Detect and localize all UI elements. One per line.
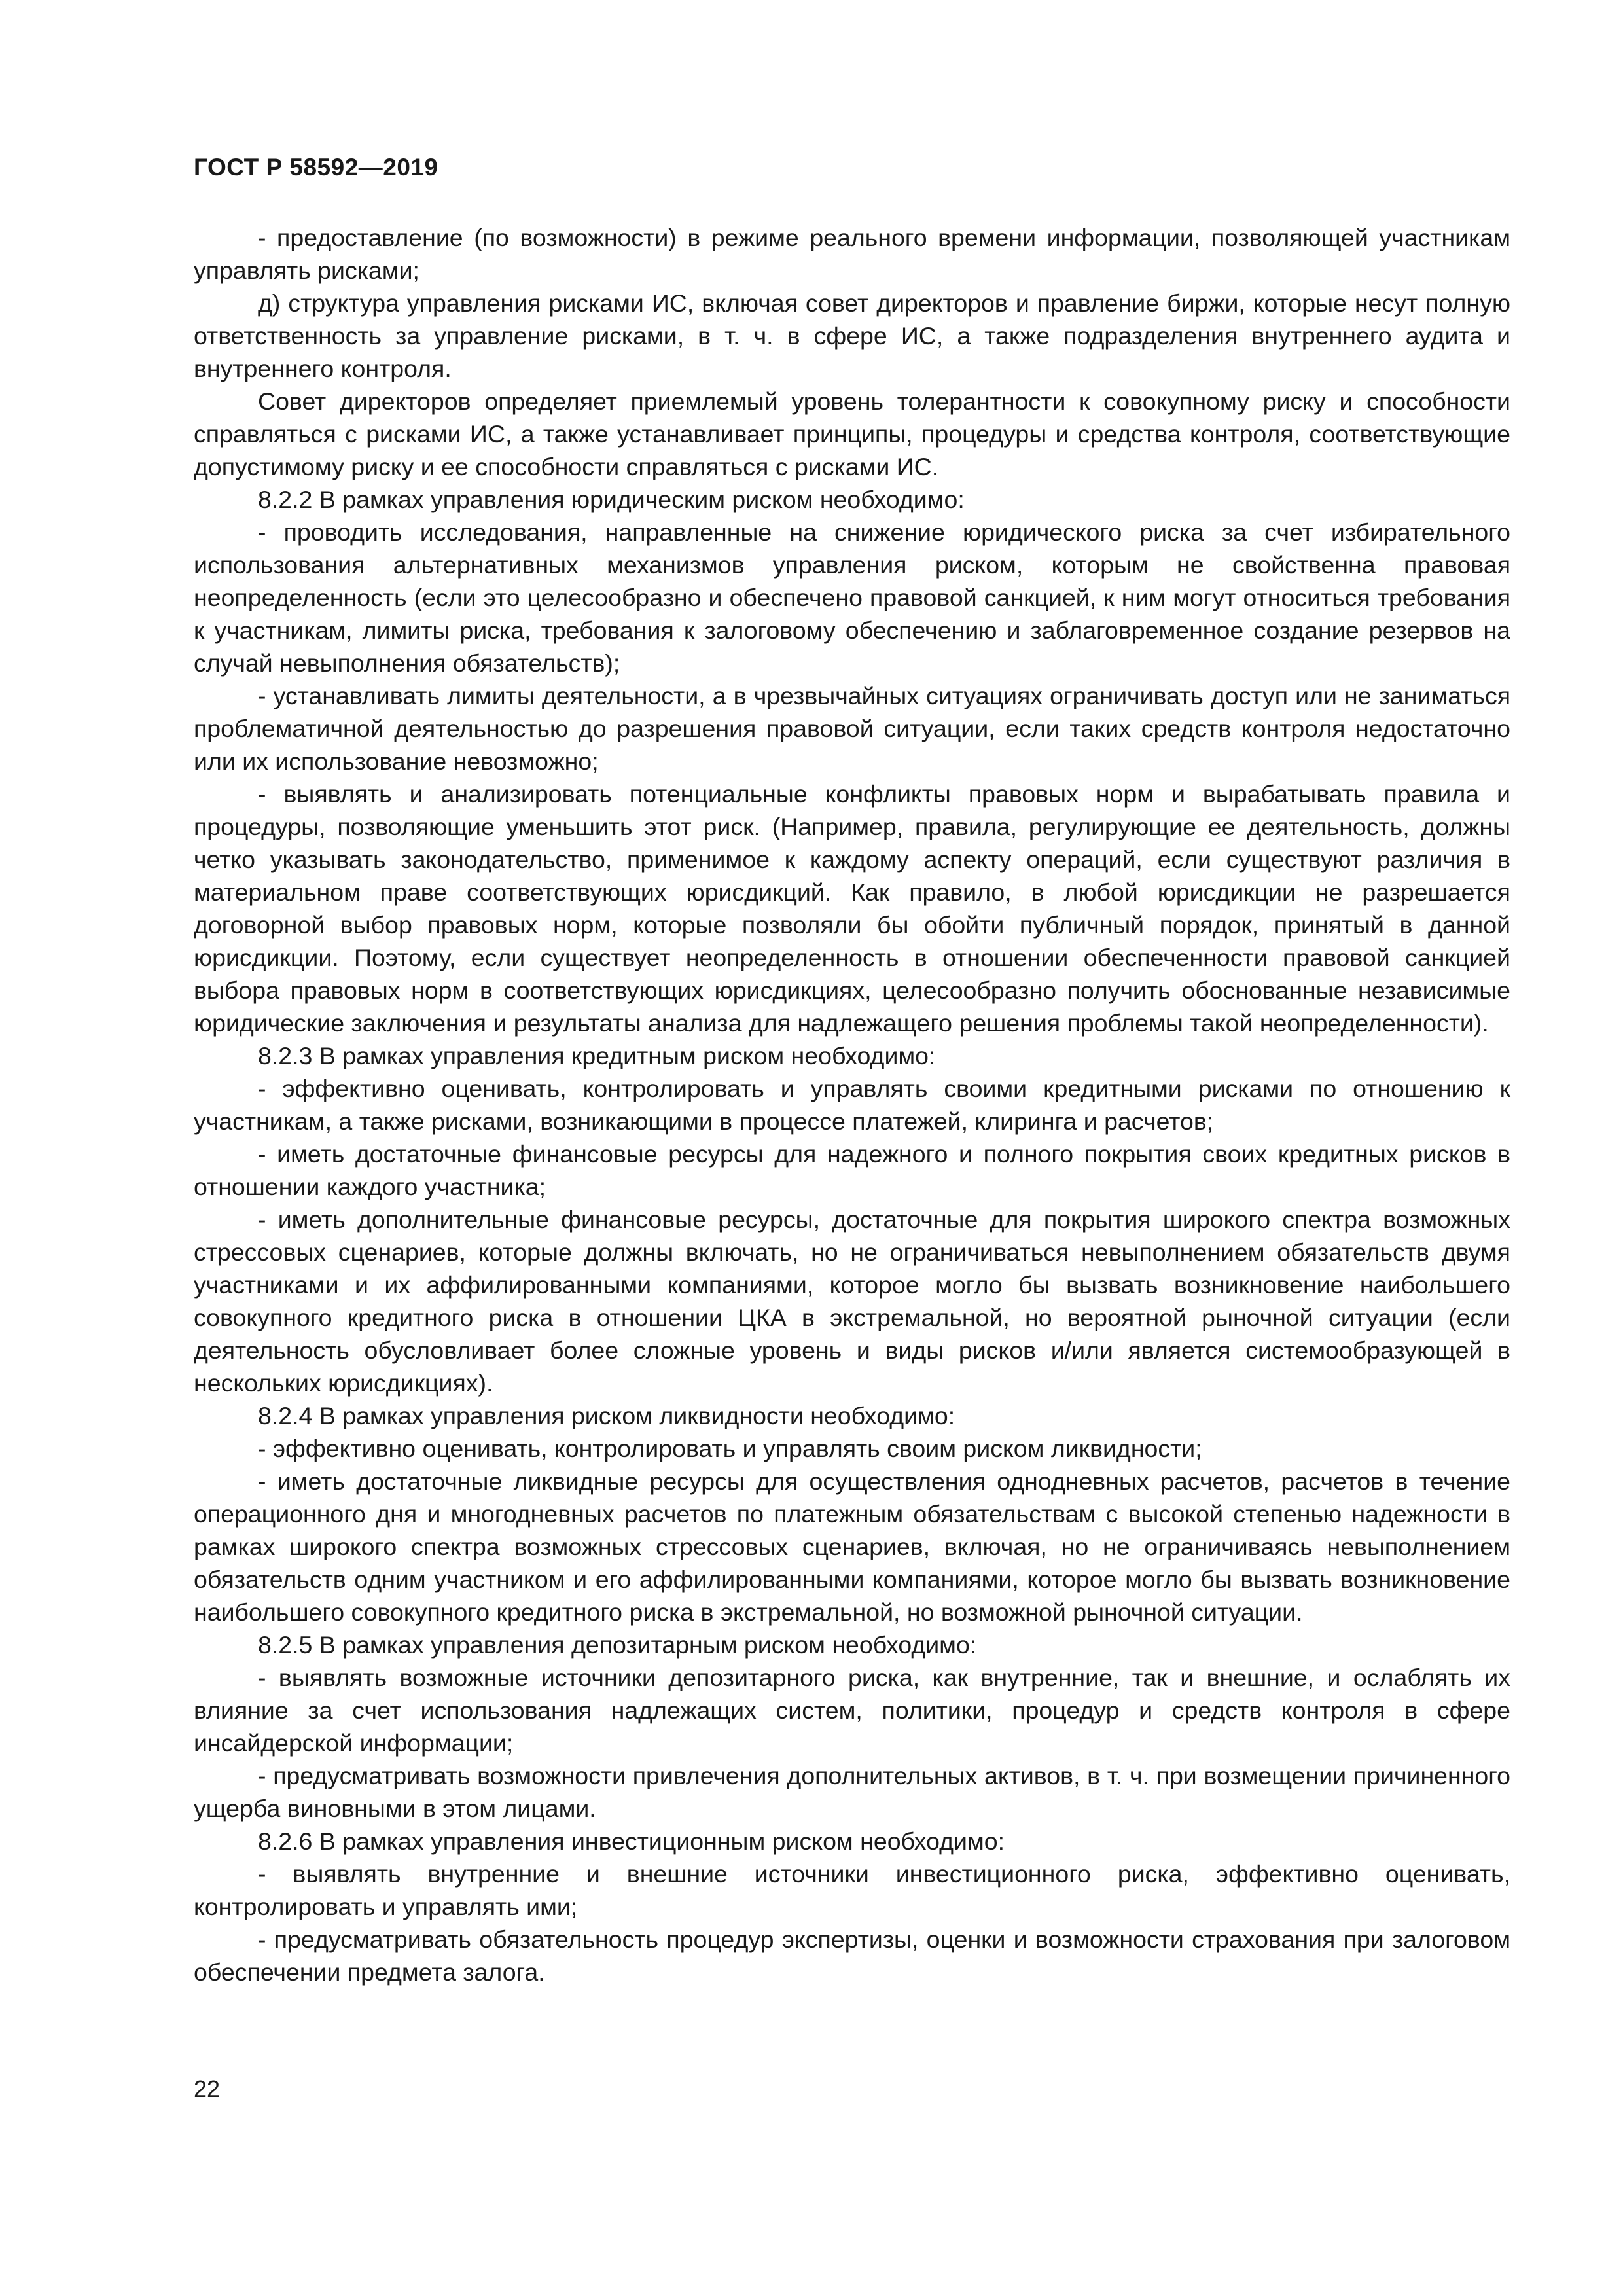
paragraph: - проводить исследования, направленные на снижение юридического риска за счет избирательного использования альтернативных механизмов управления риском, которым не свойственна правовая неопределенность (если это целесообразно и обеспечено правовой санкцией, к ним могут относиться требования к участникам, лимиты риска, требования к залоговому обеспечению и заблаговременное создание резервов на случай невыполнения обязательств); (194, 518, 1510, 677)
paragraph: д) структура управления рисками ИС, включая совет директоров и правление биржи, которые несут полную ответственность за управление рисками, в т. ч. в сфере ИС, а также подразделения внутреннего аудита и внутреннего контроля. (194, 289, 1510, 382)
section-heading-8-2-4: 8.2.4 В рамках управления риском ликвидности необходимо: (258, 1402, 955, 1429)
document-header: ГОСТ Р 58592—2019 (194, 154, 438, 181)
paragraph: - выявлять возможные источники депозитарного риска, как внутренние, так и внешние, и ослаблять их влияние за счет использования надлежащих систем, политики, процедур и средств контроля в сфере инсайдерской информации; (194, 1664, 1510, 1757)
paragraph: - выявлять и анализировать потенциальные конфликты правовых норм и вырабатывать правила и процедуры, позволяющие уменьшить этот риск. (Например, правила, регулирующие ее деятельность, должны четко указывать законодательство, применимое к каждому аспекту операций, если существуют различия в материальном праве соответствующих юрисдикций. Как правило, в любой юрисдикции не разрешается договорной выбор правовых норм, которые позволяли бы обойти публичный порядок, принятый в данной юрисдикции. Поэтому, если существует неопределенность в отношении обеспеченности правовой санкцией выбора правовых норм в соответствующих юрисдикциях, целесообразно получить обоснованные независимые юридические заключения и результаты анализа для надлежащего решения проблемы такой неопределенности). (194, 780, 1510, 1037)
paragraph: - предоставление (по возможности) в режиме реального времени информации, позволяющей участникам управлять рисками; (194, 224, 1510, 284)
paragraph: - иметь достаточные ликвидные ресурсы для осуществления однодневных расчетов, расчетов в течение операционного дня и многодневных расчетов по платежным обязательствам с высокой степенью надежности в рамках широкого спектра возможных стрессовых сценариев, включая, но не ограничиваясь невыполнением обязательств одним участником и его аффилированными компаниями, которое могло бы вызвать возникновение наибольшего совокупного кредитного риска в экстремальной, но возможной рыночной ситуации. (194, 1467, 1510, 1626)
paragraph: - устанавливать лимиты деятельности, а в чрезвычайных ситуациях ограничивать доступ или не заниматься проблематичной деятельностью до разрешения правовой ситуации, если таких средств контроля недостаточно или их использование невозможно; (194, 682, 1510, 775)
paragraph: - иметь достаточные финансовые ресурсы для надежного и полного покрытия своих кредитных рисков в отношении каждого участника; (194, 1140, 1510, 1200)
paragraph: - иметь дополнительные финансовые ресурсы, достаточные для покрытия широкого спектра возможных стрессовых сценариев, которые должны включать, но не ограничиваться невыполнением обязательств двумя участниками и их аффилированными компаниями, которое могло бы вызвать возникновение наибольшего совокупного кредитного риска в отношении ЦКА в экстремальной, но вероятной рыночной ситуации (если деятельность обусловливает более сложные уровень и виды рисков и/или является системообразующей в нескольких юрисдикциях). (194, 1206, 1510, 1397)
page-number: 22 (194, 2075, 221, 2102)
document-body (194, 221, 1510, 1988)
section-heading-8-2-5: 8.2.5 В рамках управления депозитарным риском необходимо: (258, 1631, 977, 1659)
paragraph: - предусматривать возможности привлечения дополнительных активов, в т. ч. при возмещении причиненного ущерба виновными в этом лицами. (194, 1762, 1510, 1822)
paragraph: Совет директоров определяет приемлемый уровень толерантности к совокупному риску и способности справляться с рисками ИС, а также устанавливает принципы, процедуры и средства контроля, соответствующие допустимому риску и ее способности справляться с рисками ИС. (194, 387, 1510, 480)
section-heading-8-2-2: 8.2.2 В рамках управления юридическим риском необходимо: (258, 486, 965, 513)
paragraph: - выявлять внутренние и внешние источники инвестиционного риска, эффективно оценивать, контролировать и управлять ими; (194, 1860, 1510, 1920)
paragraph: - эффективно оценивать, контролировать и управлять своим риском ликвидности; (258, 1435, 1202, 1462)
paragraph: - предусматривать обязательность процедур экспертизы, оценки и возможности страхования при залоговом обеспечении предмета залога. (194, 1926, 1510, 1986)
section-heading-8-2-6: 8.2.6 В рамках управления инвестиционным риском необходимо: (258, 1827, 1005, 1855)
paragraph: - эффективно оценивать, контролировать и управлять своими кредитными рисками по отношению к участникам, а также рисками, возникающими в процессе платежей, клиринга и расчетов; (194, 1075, 1510, 1135)
section-heading-8-2-3: 8.2.3 В рамках управления кредитным риском необходимо: (258, 1042, 936, 1069)
